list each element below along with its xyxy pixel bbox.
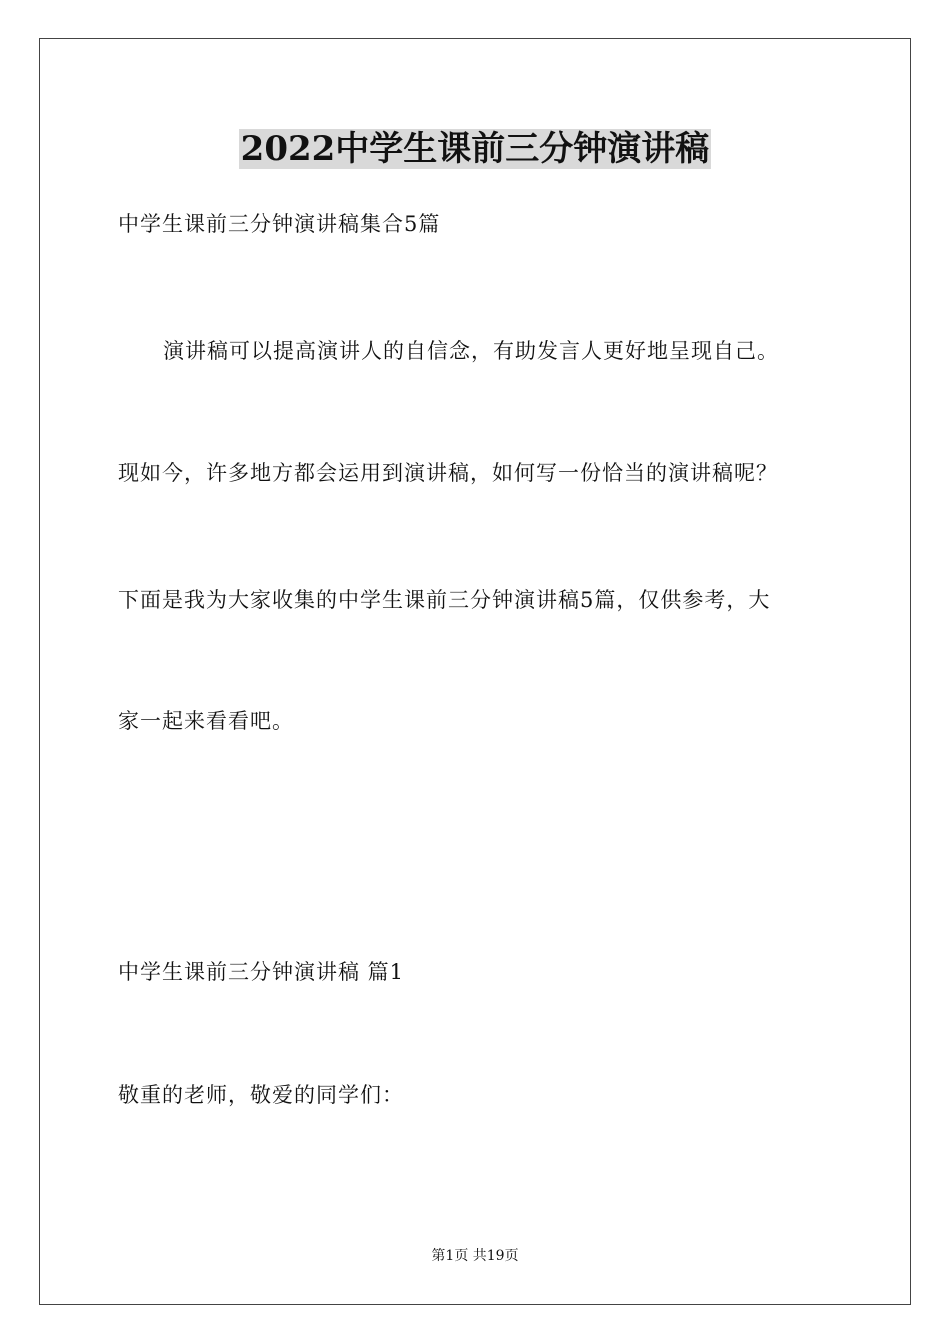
page-footer: 第1页 共19页: [431, 1248, 519, 1264]
document-title-text: 2022中学生课前三分钟演讲稿: [240, 129, 710, 169]
paragraph-line: 现如今，许多地方都会运用到演讲稿，如何写一份恰当的演讲稿呢？: [118, 461, 778, 485]
section-heading: 中学生课前三分钟演讲稿 篇1: [118, 960, 405, 984]
paragraph-line: 下面是我为大家收集的中学生课前三分钟演讲稿5篇，仅供参考，大: [118, 588, 771, 612]
subtitle-line: 中学生课前三分钟演讲稿集合5篇: [118, 212, 441, 236]
paragraph-line: 家一起来看看吧。: [118, 709, 294, 733]
document-title: [0, 126, 950, 172]
salutation-line: 敬重的老师，敬爱的同学们：: [118, 1083, 404, 1107]
paragraph-line: 演讲稿可以提高演讲人的自信念，有助发言人更好地呈现自己。: [163, 339, 779, 363]
